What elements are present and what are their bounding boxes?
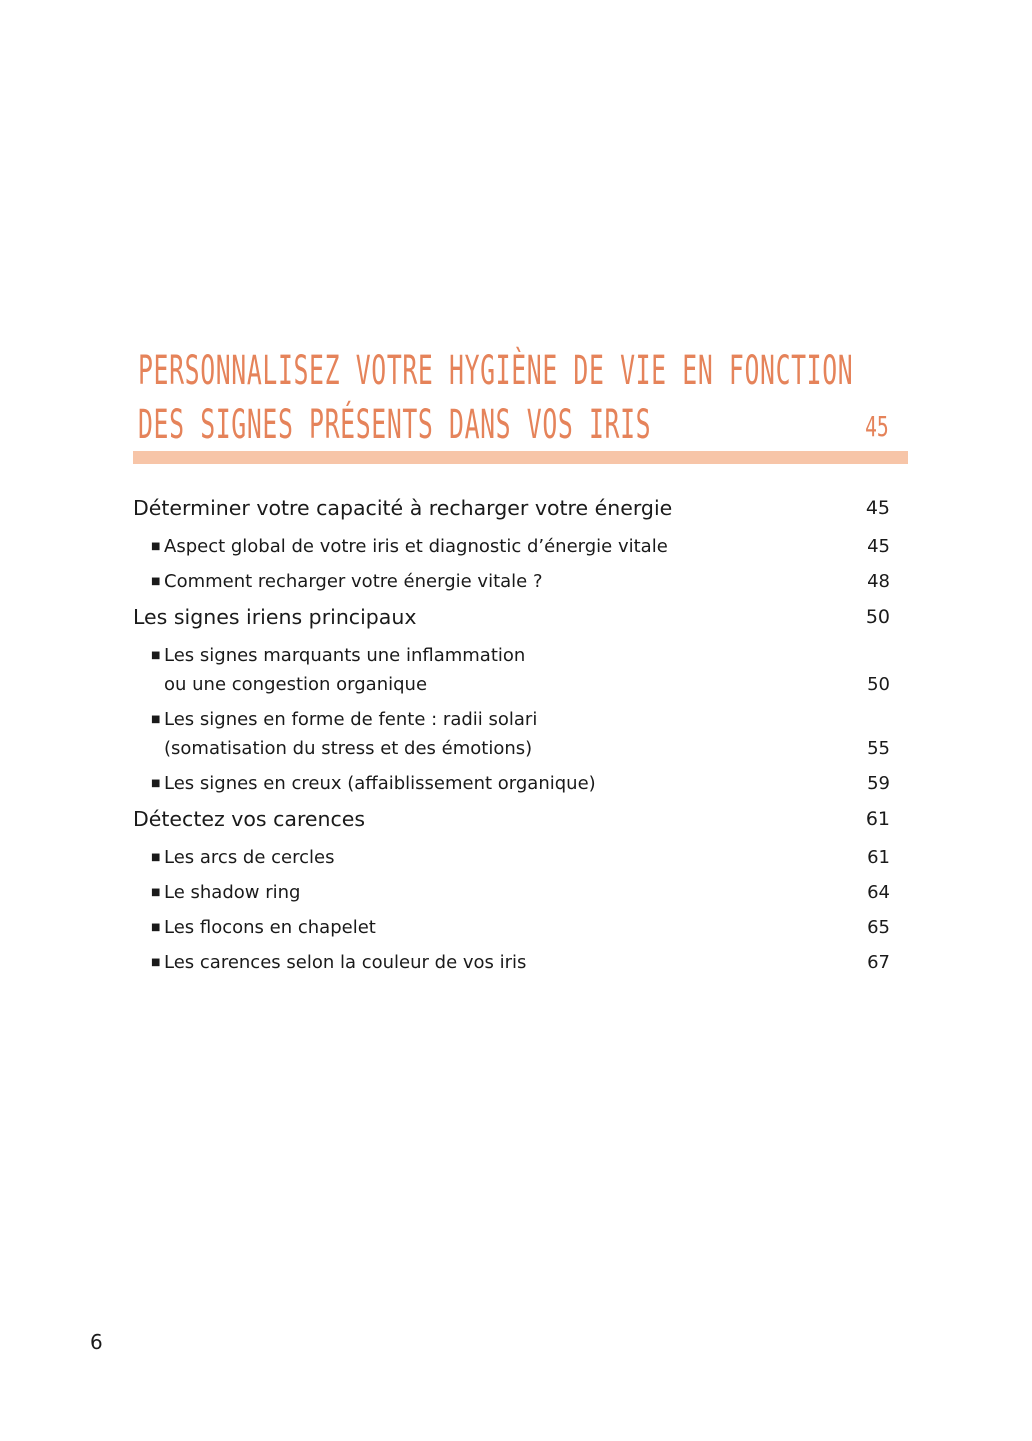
toc-item-label: Les signes en creux (affaiblissement organique) — [164, 773, 596, 794]
bullet-icon: ■ — [151, 922, 161, 933]
bullet-icon: ■ — [151, 541, 161, 552]
folio-page-number: 6 — [90, 1330, 103, 1354]
bullet-icon: ■ — [151, 576, 161, 587]
toc-item-label: Les arcs de cercles — [164, 847, 335, 868]
toc-page-number: 59 — [867, 773, 890, 794]
toc-page-number: 61 — [867, 847, 890, 868]
toc-item[interactable] — [133, 769, 890, 798]
chapter-title-rule — [133, 451, 908, 464]
toc-item[interactable] — [133, 532, 890, 561]
toc-page-number: 50 — [865, 606, 890, 628]
toc-page-number: 61 — [865, 808, 890, 830]
chapter-title — [138, 344, 854, 452]
bullet-icon: ■ — [151, 957, 161, 968]
toc-item[interactable] — [133, 843, 890, 872]
toc-section-title: Détectez vos carences — [133, 807, 366, 831]
toc-page-number: 67 — [867, 952, 890, 973]
toc-section-title: Déterminer votre capacité à recharger votre énergie — [133, 496, 673, 520]
toc-item-label: Aspect global de votre iris et diagnostic d’énergie vitale — [164, 536, 668, 557]
toc-section-deficiencies[interactable] — [133, 801, 890, 837]
bullet-icon: ■ — [151, 650, 161, 661]
toc-page-number: 65 — [867, 917, 890, 938]
toc-page-number: 45 — [865, 497, 890, 519]
toc-item-label: Comment recharger votre énergie vitale ? — [164, 571, 543, 592]
toc-page-number: 55 — [867, 738, 890, 759]
toc-item[interactable] — [133, 567, 890, 596]
toc-item[interactable] — [133, 948, 890, 977]
toc-page-number: 64 — [867, 882, 890, 903]
toc-item[interactable] — [133, 913, 890, 942]
bullet-icon: ■ — [151, 887, 161, 898]
toc-section-signs[interactable] — [133, 599, 890, 635]
toc-section-energy[interactable] — [133, 490, 890, 526]
toc-page-number: 50 — [867, 674, 890, 695]
toc-item-label: Les signes marquants une inflammation — [164, 645, 526, 666]
toc-item-label-continued: (somatisation du stress et des émotions) — [164, 738, 533, 759]
toc-item-label: Les flocons en chapelet — [164, 917, 376, 938]
toc-item[interactable] — [133, 878, 890, 907]
toc-item-label: Le shadow ring — [164, 882, 301, 903]
table-of-contents — [133, 488, 890, 980]
bullet-icon: ■ — [151, 778, 161, 789]
toc-item[interactable] — [133, 641, 890, 699]
toc-page-number: 48 — [867, 571, 890, 592]
chapter-page-number: 45 — [865, 410, 889, 443]
toc-item-label: Les signes en forme de fente : radii solari — [164, 709, 538, 730]
toc-section-title: Les signes iriens principaux — [133, 605, 417, 629]
chapter-title-line-2: DES SIGNES PRÉSENTS DANS VOS IRIS — [138, 402, 652, 448]
toc-item-label-continued: ou une congestion organique — [164, 674, 428, 695]
toc-item[interactable] — [133, 705, 890, 763]
bullet-icon: ■ — [151, 714, 161, 725]
toc-page-number: 45 — [867, 536, 890, 557]
chapter-title-line-1: PERSONNALISEZ VOTRE HYGIÈNE DE VIE EN FONCTION — [138, 348, 854, 394]
bullet-icon: ■ — [151, 852, 161, 863]
toc-item-label: Les carences selon la couleur de vos iris — [164, 952, 527, 973]
